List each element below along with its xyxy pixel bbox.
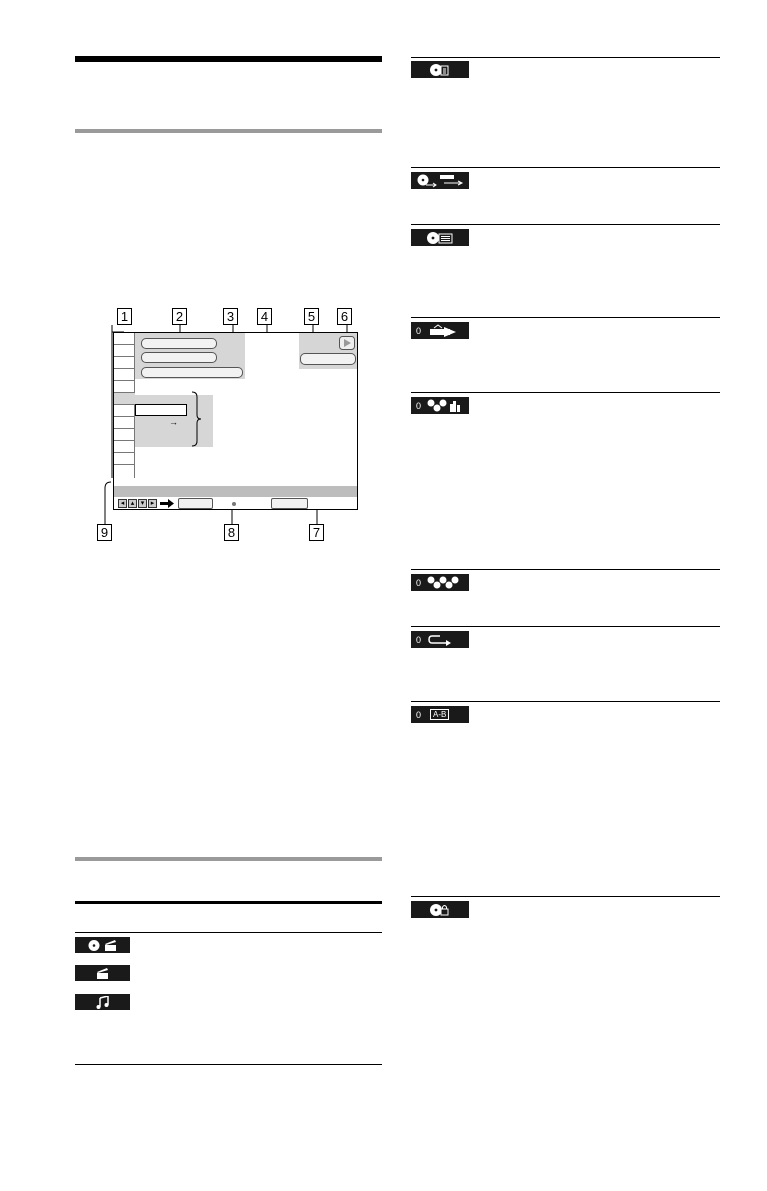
screen-status-bar <box>114 486 358 497</box>
callout-6: 6 <box>337 308 352 325</box>
a-b-repeat-icon <box>411 706 469 723</box>
enter-arrow-icon <box>160 499 174 508</box>
down-key-icon: ▾ <box>138 499 147 508</box>
right-rule-6 <box>411 569 720 570</box>
left-key-icon: ◂ <box>118 499 127 508</box>
right-rule-8 <box>411 701 720 702</box>
right-rule-9 <box>411 896 720 897</box>
options-field <box>141 367 243 378</box>
callout-8: 8 <box>224 524 239 541</box>
repeat-play-digit: 0 <box>416 634 422 645</box>
shuffle-play-digit: 0 <box>416 577 422 588</box>
operation-message-dot <box>232 502 236 506</box>
callout-3: 3 <box>223 308 238 325</box>
list-section-rule <box>75 857 382 861</box>
right-key-icon: ▸ <box>148 499 157 508</box>
return-button-field <box>271 498 308 509</box>
icon-column <box>114 333 135 478</box>
right-rule-3 <box>411 224 720 225</box>
table-header-rule <box>75 901 382 904</box>
a-b-repeat-digit: 0 <box>416 709 422 720</box>
disc-list-icon <box>411 229 469 246</box>
right-rule-2 <box>411 167 720 168</box>
resume-play-digit: 0 <box>416 325 422 336</box>
table-row-divider <box>75 932 382 933</box>
shuffle-play-icon <box>411 574 469 591</box>
parental-lock-icon <box>411 901 469 918</box>
program-play-icon <box>411 397 469 414</box>
right-rule-4 <box>411 317 720 318</box>
repeat-play-icon <box>411 631 469 648</box>
program-play-digit: 0 <box>416 400 422 411</box>
enter-button-field <box>178 498 213 509</box>
callout-9: 9 <box>97 524 112 541</box>
setting-field <box>141 352 217 363</box>
control-menu-screen <box>113 332 358 510</box>
callout-7: 7 <box>309 524 324 541</box>
up-key-icon: ▴ <box>128 499 137 508</box>
callout-4: 4 <box>257 308 272 325</box>
callout-5: 5 <box>304 308 319 325</box>
table-bottom-rule <box>75 1064 382 1065</box>
disc-info-icon <box>411 61 469 78</box>
play-status-icon <box>339 336 355 350</box>
callout-1: 1 <box>117 308 132 325</box>
picture-icon <box>75 965 130 981</box>
right-rule-7 <box>411 626 720 627</box>
subsection-heading-rule <box>75 129 382 133</box>
submenu-arrow: → <box>169 417 178 427</box>
music-note-icon <box>75 994 130 1010</box>
selected-option-box <box>135 404 187 416</box>
section-heading-rule <box>75 56 382 62</box>
disc-usb-icon <box>411 172 469 189</box>
submenu-bracket <box>191 391 203 447</box>
a-b-label: A-B <box>430 709 449 720</box>
disc-picture-icon <box>75 937 130 953</box>
right-rule-5 <box>411 392 720 393</box>
playback-status-field <box>300 353 356 365</box>
resume-play-icon <box>411 322 469 339</box>
item-name-field <box>141 338 217 349</box>
right-rule-1 <box>411 57 720 58</box>
callout-2: 2 <box>172 308 187 325</box>
